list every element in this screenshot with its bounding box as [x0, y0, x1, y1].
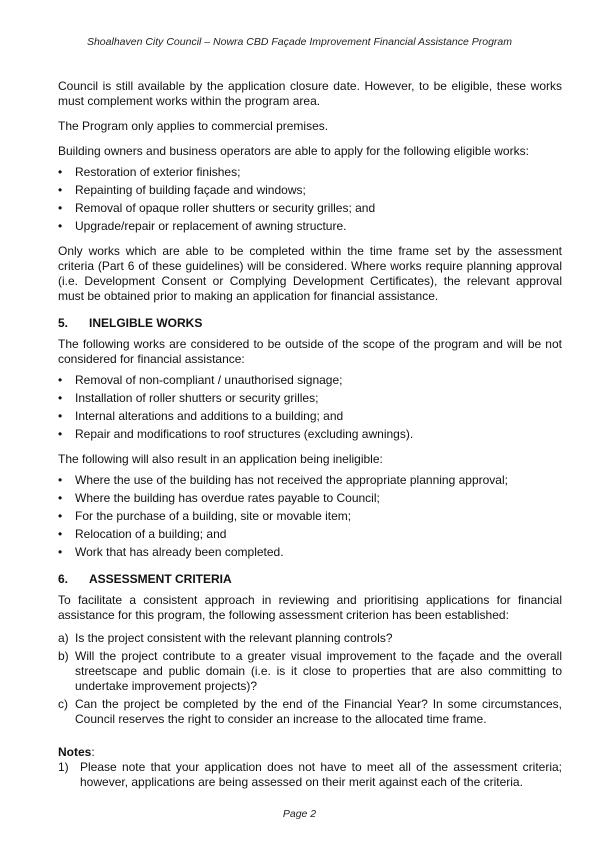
list-item: • Where the use of the building has not received the appropriate planning approval; [58, 473, 508, 487]
note-marker: 1) [58, 760, 69, 774]
bullet-icon: • [58, 201, 63, 215]
list-item: • Restoration of exterior finishes; [58, 165, 241, 179]
section-paragraph: To facilitate a consistent approach in reviewing and prioritising applications for financial assistance for this program, the following assessment criterion has been established: [58, 593, 562, 622]
ineligible-works-list [58, 373, 562, 442]
criterion-marker: a) [58, 631, 69, 645]
criterion-item [58, 649, 562, 694]
bullet-icon: • [58, 165, 63, 179]
list-item: • Removal of non-compliant / unauthorised signage; [58, 373, 343, 387]
list-item: • Removal of opaque roller shutters or security grilles; and [58, 201, 376, 215]
criterion-text: Will the project contribute to a greater visual improvement to the façade and the overall streetscape and public domain (i.e. is it close to properties that are also committing to undertake improvement projects)? [75, 649, 562, 693]
list-item: • For the purchase of a building, site or movable item; [58, 509, 352, 523]
criterion-text: Can the project be completed by the end of the Financial Year? In some circumstances, Council reserves the right to consider an increase to the allocated time frame. [75, 697, 562, 726]
note-text: Please note that your application does not have to meet all of the assessment criteria; however, applications are being assessed on their merit against each of the criteria. [80, 760, 562, 789]
eligible-works-list [58, 165, 562, 234]
section-number: 5. [58, 316, 69, 330]
bullet-icon: • [58, 373, 63, 387]
ineligible-conditions-list [58, 473, 562, 560]
bullet-icon: • [58, 527, 63, 541]
list-item: • Where the building has overdue rates payable to Council; [58, 491, 380, 505]
list-item: • Work that has already been completed. [58, 545, 284, 559]
list-item: • Upgrade/repair or replacement of awning structure. [58, 219, 347, 233]
criterion-marker: c) [58, 697, 68, 711]
criterion-text: Is the project consistent with the relevant planning controls? [75, 631, 393, 645]
criterion-marker: b) [58, 649, 69, 663]
notes-list [58, 760, 562, 790]
section-number: 6. [58, 572, 69, 586]
bullet-icon: • [58, 491, 63, 505]
intro-paragraph: Building owners and business operators are able to apply for the following eligible works: [58, 144, 529, 158]
intro-paragraph: Only works which are able to be completed within the time frame set by the assessment criteria (Part 6 of these guidelines) will be considered. Where works require planning approval (i.e. Development Consent or Complying Development Certificates), the relevant approval must be obtained prior to making an application for financial assistance. [58, 244, 562, 303]
list-item: • Relocation of a building; and [58, 527, 227, 541]
bullet-icon: • [58, 545, 63, 559]
bullet-icon: • [58, 391, 63, 405]
intro-paragraph: The Program only applies to commercial premises. [58, 119, 329, 133]
list-item: • Repainting of building façade and windows; [58, 183, 306, 197]
assessment-criteria-list [58, 631, 562, 727]
bullet-icon: • [58, 183, 63, 197]
intro-paragraph: Council is still available by the application closure date. However, to be eligible, these works must complement works within the program area. [58, 79, 562, 108]
bullet-icon: • [58, 473, 63, 487]
note-item [58, 760, 562, 790]
list-item: • Installation of roller shutters or security grilles; [58, 391, 319, 405]
section-heading-5 [58, 316, 562, 331]
criterion-item [58, 631, 562, 646]
bullet-icon: • [58, 219, 63, 233]
criterion-item [58, 697, 562, 727]
section-title: INELGIBLE WORKS [89, 316, 203, 330]
bullet-icon: • [58, 409, 63, 423]
document-body [58, 79, 562, 790]
running-header: Shoalhaven City Council – Nowra CBD Façade Improvement Financial Assistance Program [86, 36, 513, 48]
list-item: • Repair and modifications to roof structures (excluding awnings). [58, 427, 414, 441]
list-item: • Internal alterations and additions to a building; and [58, 409, 344, 423]
section-heading-6 [58, 572, 562, 587]
bullet-icon: • [58, 427, 63, 441]
section-title: ASSESSMENT CRITERIA [89, 572, 232, 586]
bullet-icon: • [58, 509, 63, 523]
page-number: Page 2 [282, 808, 317, 820]
section-paragraph: The following works are considered to be outside of the scope of the program and will be not considered for financial assistance: [58, 337, 562, 366]
section-paragraph: The following will also result in an application being ineligible: [58, 452, 383, 466]
notes-heading: Notes: [58, 745, 95, 759]
